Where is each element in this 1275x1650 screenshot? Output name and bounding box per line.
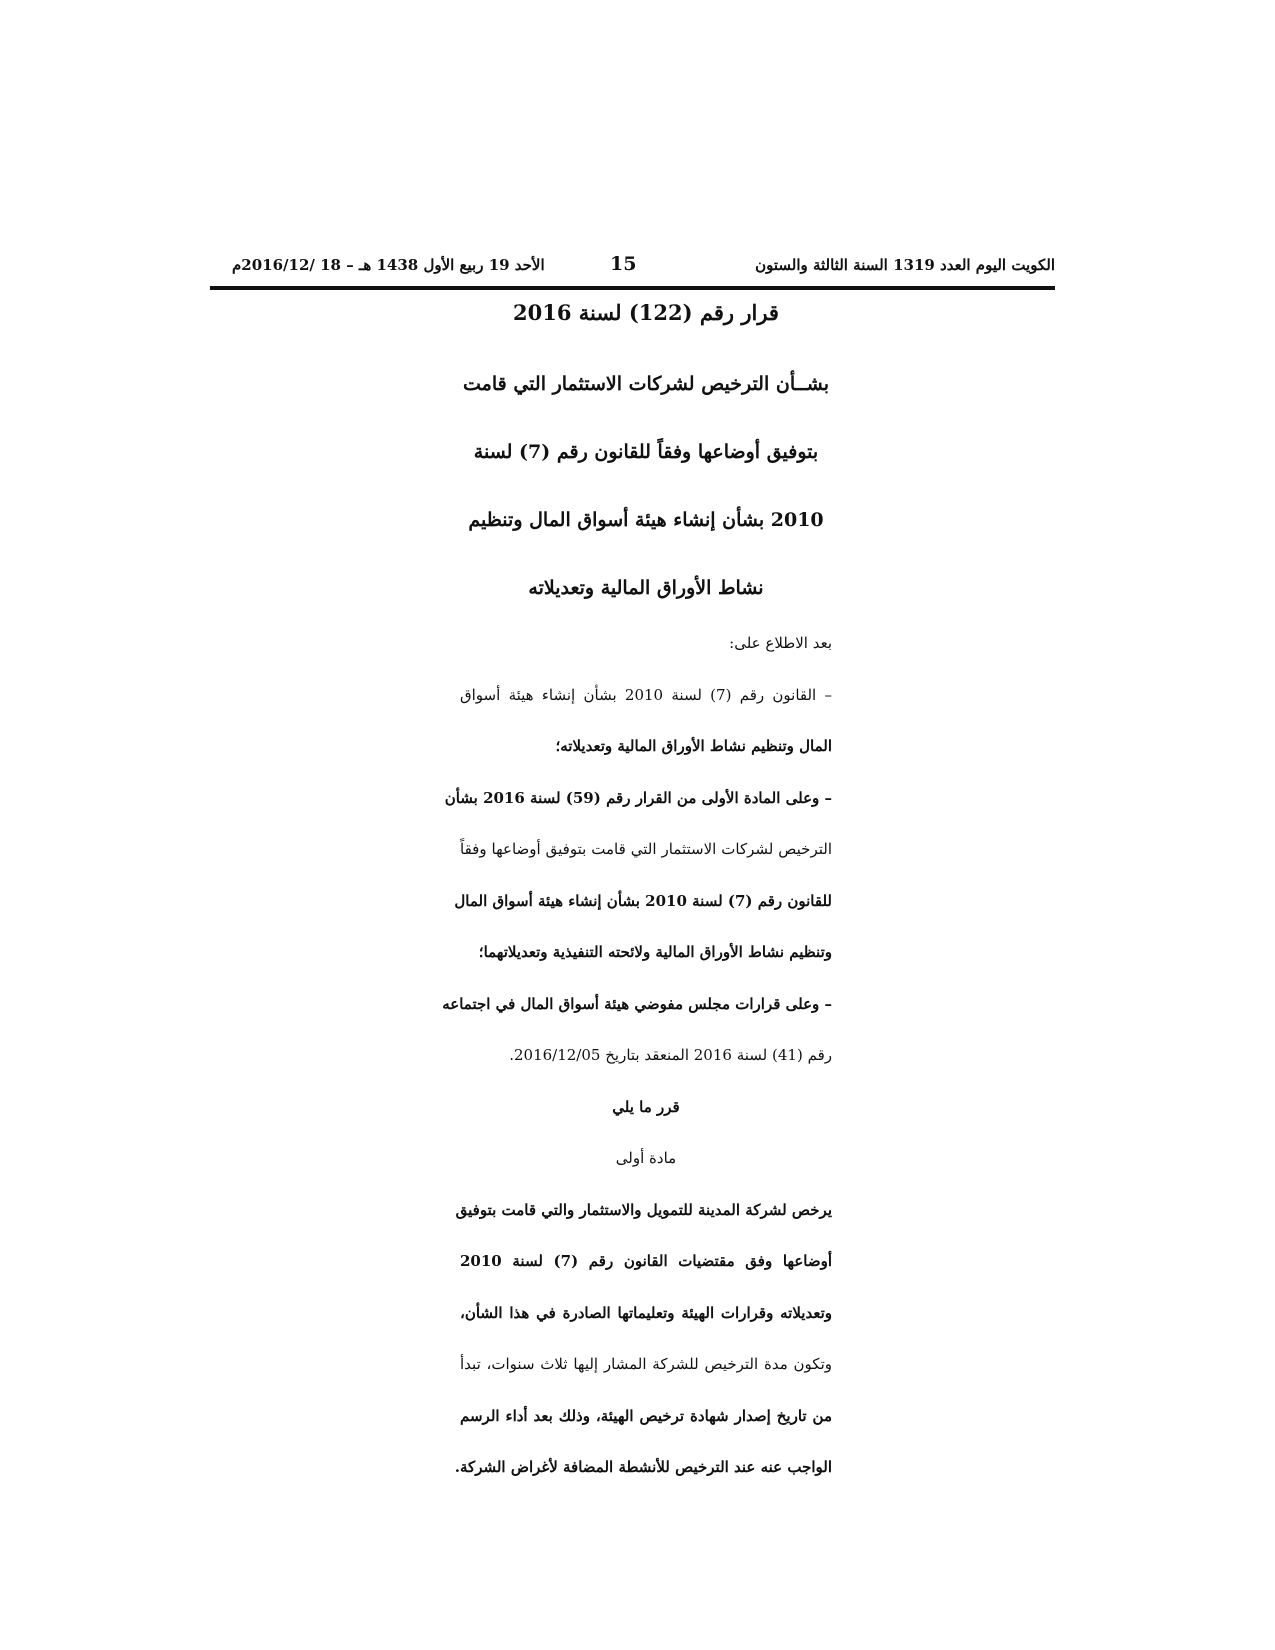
preamble-intro: بعد الاطلاع على: (729, 634, 832, 652)
decision-body (442, 618, 832, 1494)
preamble-line: رقم (41) لسنة 2016 المنعقد بتاريخ 2016/12/05. (509, 1046, 832, 1064)
decision-title: قرار رقم (122) لسنة 2016 (513, 300, 779, 325)
article-line: من تاريخ إصدار شهادة ترخيص الهيئة، وذلك بعد أداء الرسم (460, 1406, 832, 1425)
resolved-heading: قرر ما يلي (612, 1097, 680, 1116)
page-header (210, 252, 1055, 286)
subject-line: بشــأن الترخيص لشركات الاستثمار التي قامت (463, 373, 829, 395)
preamble-line: الترخيص لشركات الاستثمار التي قامت بتوفيق أوضاعها وفقاً (460, 840, 832, 858)
article-line: أوضاعها وفق مقتضيات القانون رقم (7) لسنة 2010 (460, 1252, 832, 1270)
article-line: وتعديلاته وقرارات الهيئة وتعليماتها الصادرة في هذا الشأن، (460, 1303, 832, 1322)
header-date: الأحد 19 ربيع الأول 1438 هـ – 18 /2016/12م (232, 256, 545, 274)
article-heading: مادة أولى (615, 1149, 677, 1167)
preamble-line: – وعلى قرارات مجلس مفوضي هيئة أسواق المال في اجتماعه (442, 994, 832, 1013)
document-column (442, 290, 832, 1494)
preamble-line: المال وتنظيم نشاط الأوراق المالية وتعديلاته؛ (555, 737, 832, 755)
subject-line: نشاط الأوراق المالية وتعديلاته (528, 577, 764, 599)
subject-line: 2010 بشأن إنشاء هيئة أسواق المال وتنظيم (468, 509, 824, 531)
subject-line: بتوفيق أوضاعها وفقاً للقانون رقم (7) لسنة (473, 441, 819, 463)
header-issue-info: الكويت اليوم العدد 1319 السنة الثالثة والستون (755, 256, 1055, 274)
preamble-line: – وعلى المادة الأولى من القرار رقم (59) لسنة 2016 بشأن (444, 788, 832, 807)
preamble-line: للقانون رقم (7) لسنة 2010 بشأن إنشاء هيئة أسواق المال (454, 891, 832, 910)
preamble-line: – القانون رقم (7) لسنة 2010 بشأن إنشاء هيئة أسواق (460, 685, 832, 704)
preamble-line: وتنظيم نشاط الأوراق المالية ولائحته التنفيذية وتعديلاتهما؛ (478, 943, 832, 961)
article-line: يرخص لشركة المدينة للتمويل والاستثمار والتي قامت بتوفيق (455, 1200, 832, 1219)
article-line: الواجب عنه عند الترخيص للأنشطة المضافة لأغراض الشركة. (454, 1458, 832, 1476)
article-line: وتكون مدة الترخيص للشركة المشار إليها ثلاث سنوات، تبدأ (460, 1355, 832, 1373)
decision-subject (460, 350, 832, 618)
page-number: 15 (610, 253, 637, 275)
